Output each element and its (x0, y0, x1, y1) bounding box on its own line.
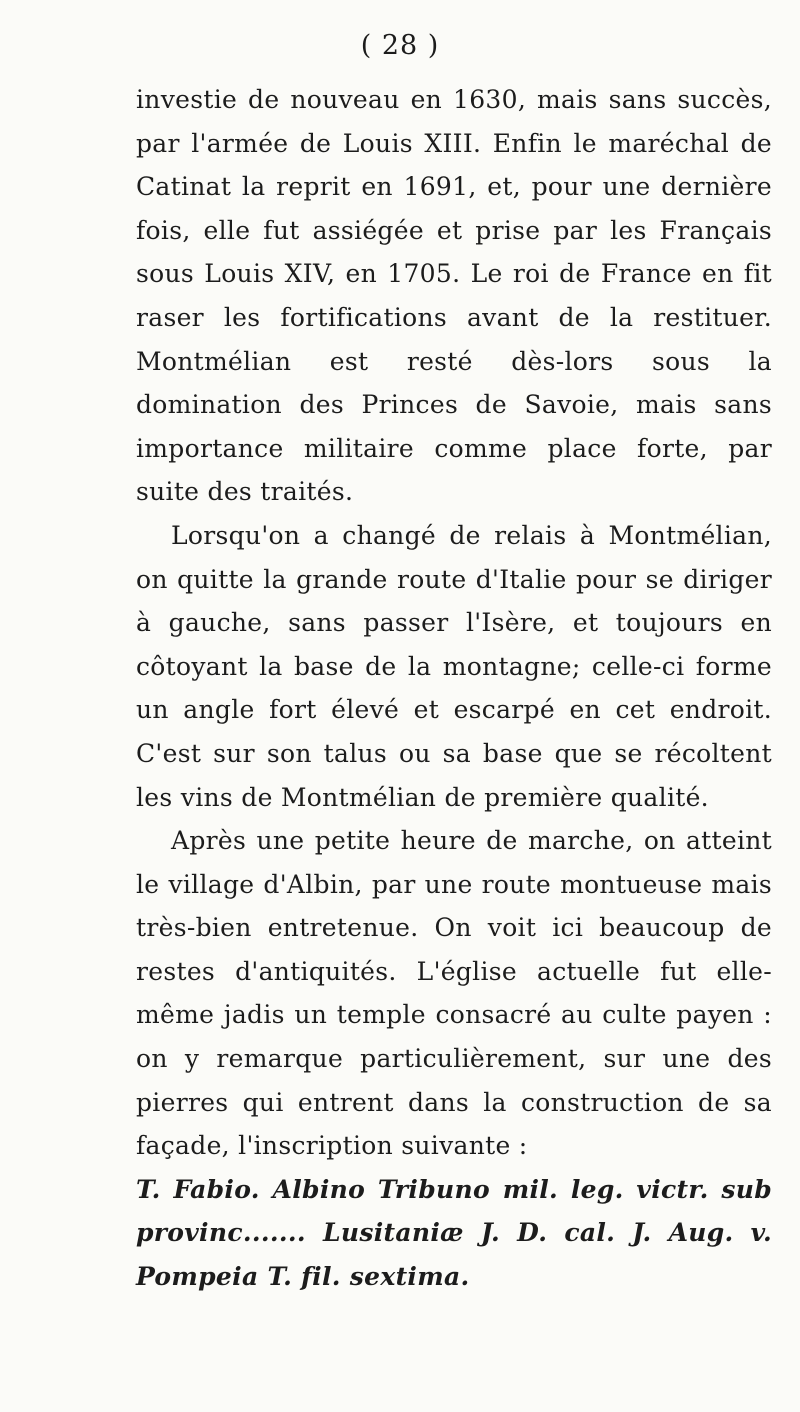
page-number: ( 28 ) (360, 30, 440, 61)
paragraph-montmelian-route: Lorsqu'on a changé de relais à Montmélian, on quitte la grande route d'Italie pour se diriger à gauche, sans passer l'Isère, et toujours en côtoyant la base de la montagne; celle-ci forme un angle fort élevé et escarpé en cet endroit. C'est sur son talus ou sa base que se récoltent les vins de Montmélian de première qualité. (136, 520, 772, 812)
body-text (136, 78, 772, 1299)
paragraph-albin-village: Après une petite heure de marche, on atteint le village d'Albin, par une route montueuse mais très-bien entretenue. On voit ici beaucoup de restes d'antiquités. L'église actuelle fut elle-même jadis un temple consacré au culte payen : on y remarque particulièrement, sur une des pierres qui entrent dans la construction de sa façade, l'inscription suivante : (136, 826, 772, 1161)
paragraph-continuation: investie de nouveau en 1630, mais sans succès, par l'armée de Louis XIII. Enfin le maréchal de Catinat la reprit en 1691, et, pour une dernière fois, elle fut assiégée et prise par les Français sous Louis XIV, en 1705. Le roi de France en fit raser les fortifications avant de la restituer. Montmélian est resté dès-lors sous la domination des Princes de Savoie, mais sans importance militaire comme place forte, par suite des traités. (136, 85, 772, 507)
latin-inscription: T. Fabio. Albino Tribuno mil. leg. victr. sub provinc....... Lusitaniæ J. D. cal. J. Aug. v. Pompeia T. fil. sextima. (136, 1174, 772, 1292)
